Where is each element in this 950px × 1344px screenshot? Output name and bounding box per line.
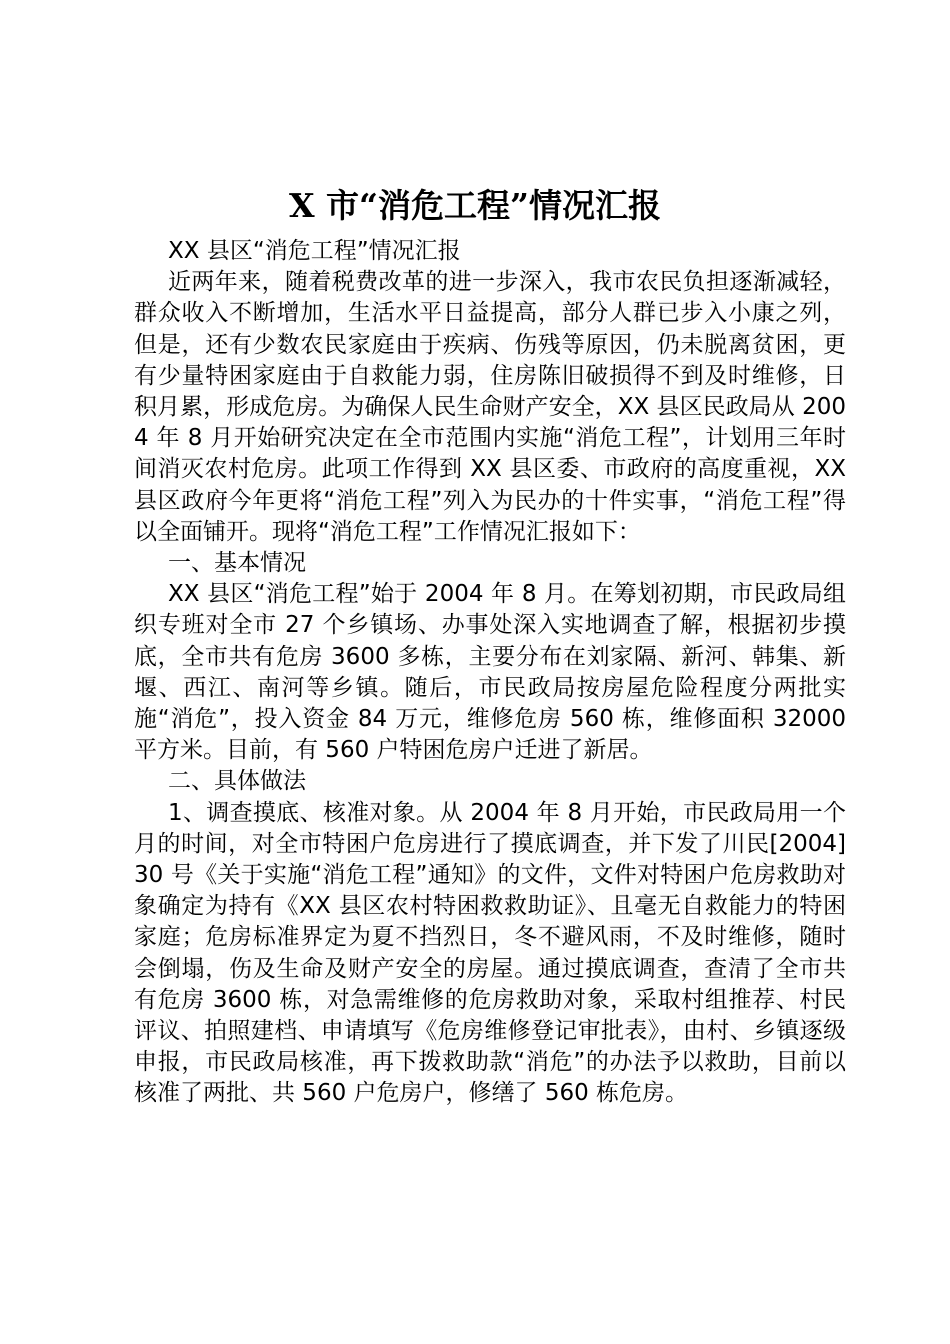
- document-body: [134, 236, 846, 1110]
- section-heading-methods: 二、具体做法: [168, 768, 306, 795]
- subtitle-paragraph: XX 县区“消危工程”情况汇报: [168, 238, 461, 264]
- methods-paragraph-1: 1、调查摸底、核准对象。从 2004 年 8 月开始，市民政局用一个月的时间，对全市特困户危房进行了摸底调查，并下发了川民[2004]30 号《关于实施“消危工程”通知》的文件，文件对特困户危房救助对象确定为持有《XX 县区农村特困救救助证》、且毫无自救能力的特困家庭；危房标准界定为夏不挡烈日，冬不避风雨，不及时维修，随时会倒塌，伤及生命及财产安全的房屋。通过摸底调查，查清了全市共有危房 3600 栋，对急需维修的危房救助对象，采取村组推荐、村民评议、拍照建档、申请填写《危房维修登记审批表》，由村、乡镇逐级申报，市民政局核准，再下拨救助款“消危”的办法予以救助，目前以核准了两批、共 560 户危房户，修缮了 560 栋危房。: [134, 799, 846, 1107]
- intro-paragraph: 近两年来，随着税费改革的进一步深入，我市农民负担逐渐减轻，群众收入不断增加，生活水平日益提高，部分人群已步入小康之列，但是，还有少数农民家庭由于疾病、伤残等原因，仍未脱离贫困，更有少量特困家庭由于自救能力弱，住房陈旧破损得不到及时维修，日积月累，形成危房。为确保人民生命财产安全，XX 县区民政局从 2004 年 8 月开始研究决定在全市范围内实施“消危工程”，计划用三年时间消灭农村危房。此项工作得到 XX 县区委、市政府的高度重视，XX 县区政府今年更将“消危工程”列入为民办的十件实事，“消危工程”得以全面铺开。现将“消危工程”工作情况汇报如下：: [134, 269, 846, 545]
- document-title: X 市“消危工程”情况汇报: [288, 186, 662, 225]
- section-heading-basic: 一、基本情况: [168, 550, 306, 577]
- basic-situation-paragraph: XX 县区“消危工程”始于 2004 年 8 月。在筹划初期，市民政局组织专班对全市 27 个乡镇场、办事处深入实地调查了解，根据初步摸底，全市共有危房 3600 多栋，主要分布在刘家隔、新河、韩集、新堰、西江、南河等乡镇。随后，市民政局按房屋危险程度分两批实施“消危”，投入资金 84 万元，维修危房 560 栋，维修面积 32000 平方米。目前，有 560 户特困危房户迁进了新居。: [134, 581, 846, 764]
